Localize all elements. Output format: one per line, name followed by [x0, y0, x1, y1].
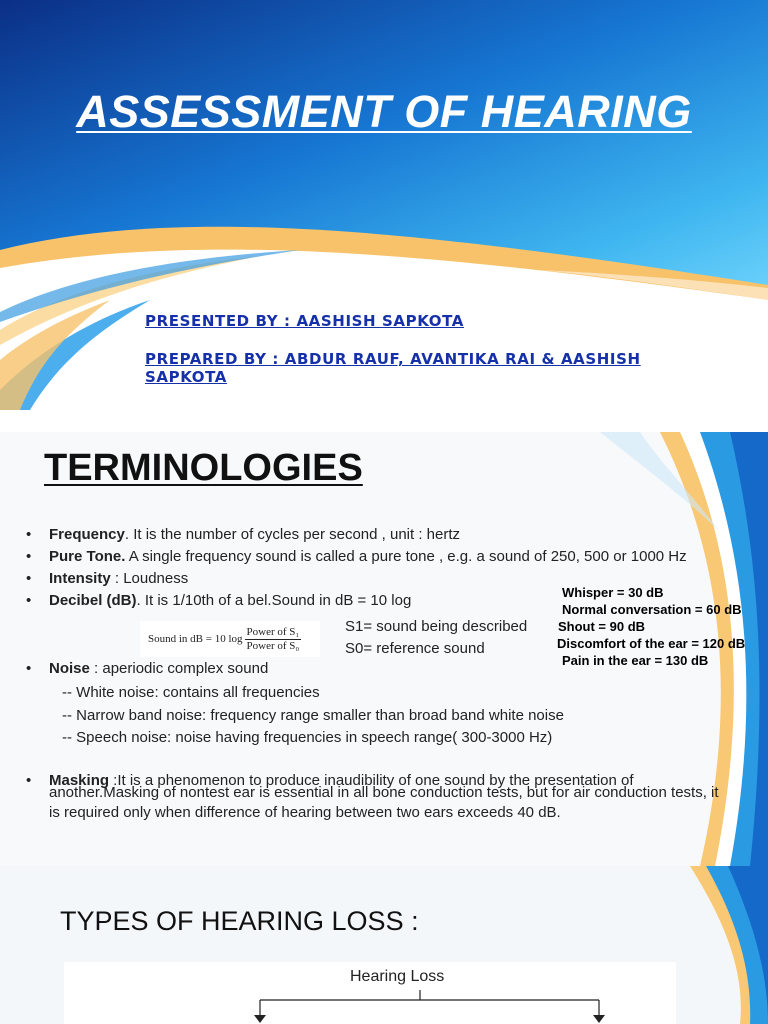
presentation-title: ASSESSMENT OF HEARING [76, 86, 692, 137]
title-slide [0, 0, 768, 410]
bullet-dot: • [26, 592, 32, 609]
formula-lhs: Sound in dB = 10 log [148, 633, 243, 645]
level-pain: Pain in the ear = 130 dB [562, 653, 709, 668]
bullet-dot: • [26, 660, 32, 677]
terminologies-slide [0, 432, 768, 866]
noise-type-white: -- White noise: contains all frequencies [62, 684, 320, 701]
noise-type-speech: -- Speech noise: noise having frequencies in speech range( 300-3000 Hz) [62, 729, 553, 746]
presented-by: PRESENTED BY : AASHISH SAPKOTA [145, 312, 464, 330]
bullet-dot: • [26, 772, 32, 789]
prepared-by: PREPARED BY : ABDUR RAUF, AVANTIKA RAI & AASHISH SAPKOTA [145, 350, 641, 386]
title-slide-background [0, 0, 768, 410]
term: Intensity [49, 570, 111, 587]
term: Noise [49, 660, 90, 677]
level-shout: Shout = 90 dB [558, 619, 646, 634]
definition: : aperiodic complex sound [89, 660, 269, 677]
hearing-loss-types-slide [0, 866, 768, 1024]
slide-title: TYPES OF HEARING LOSS : [60, 906, 419, 936]
definition: . It is 1/10th of a bel.Sound in dB = 10 log [136, 592, 412, 609]
bullet-dot: • [26, 526, 32, 543]
definition: . It is the number of cycles per second , unit : hertz [124, 526, 461, 543]
diagram-root-label: Hearing Loss [350, 968, 445, 985]
slide-title: TERMINOLOGIES [44, 447, 363, 489]
masking-definition: another.Masking of nontest ear is essential in all bone conduction tests, but for air conduction tests, it is required only when difference of hearing between two ears exceeds 40 dB. [49, 784, 719, 821]
hearing-loss-diagram [64, 962, 676, 1024]
term: Pure Tone. [49, 548, 126, 565]
definition: A single frequency sound is called a pure tone , e.g. a sound of 250, 500 or 1000 Hz [125, 548, 687, 565]
bullet-dot: • [26, 548, 32, 565]
formula-fraction [245, 626, 302, 653]
formula-denominator: Power of S₀ [246, 639, 300, 652]
formula-numerator: Power of S₁ [246, 625, 300, 638]
term: Decibel (dB) [49, 592, 137, 609]
noise-type-narrow-band: -- Narrow band noise: frequency range smaller than broad band white noise [62, 707, 564, 724]
level-normal-conversation: Normal conversation = 60 dB [562, 602, 742, 617]
term: Frequency [49, 526, 125, 543]
s1-definition: S1= sound being described [345, 618, 528, 635]
diagram-connectors [64, 962, 676, 1024]
definition: : Loudness [110, 570, 189, 587]
level-discomfort: Discomfort of the ear = 120 dB [557, 636, 746, 651]
s0-definition: S0= reference sound [345, 640, 485, 657]
definition: :It is a phenomenon to produce inaudibility of one sound by the presentation of [109, 772, 634, 789]
decibel-formula [140, 621, 320, 657]
term: Masking [49, 772, 110, 789]
level-whisper: Whisper = 30 dB [562, 585, 664, 600]
bullet-dot: • [26, 570, 32, 587]
